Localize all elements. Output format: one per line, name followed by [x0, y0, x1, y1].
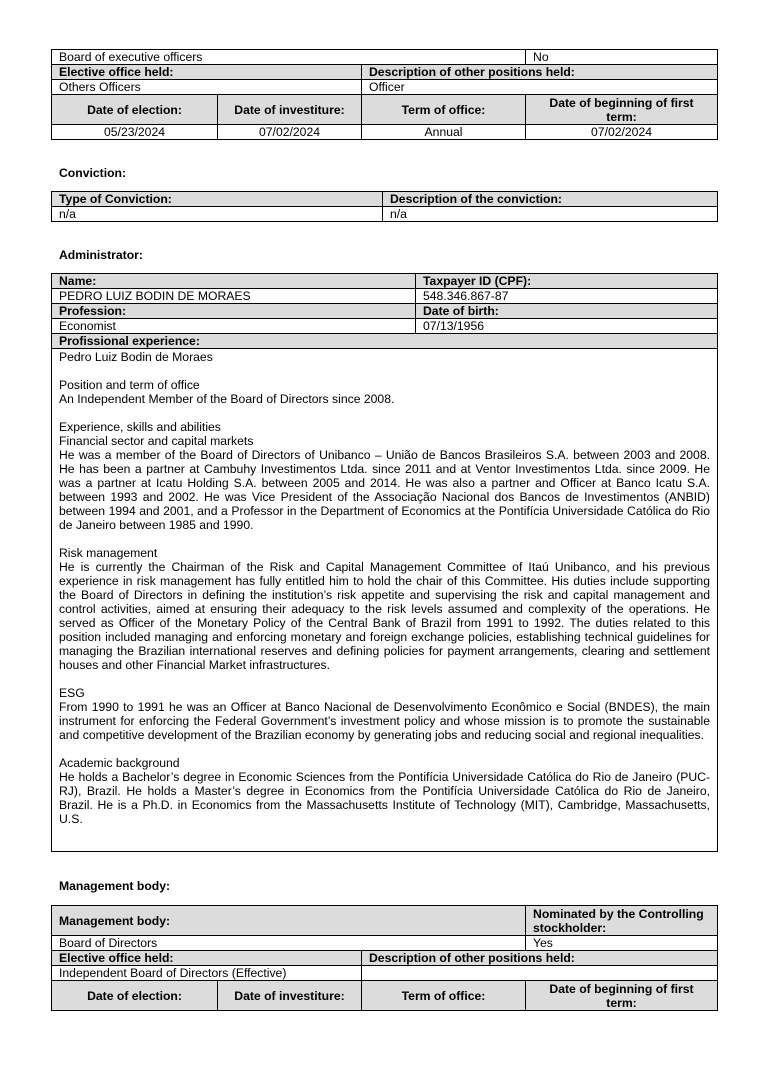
elective-office-label: Elective office held:: [52, 65, 362, 80]
date-first-term-value: 07/02/2024: [526, 125, 718, 140]
term-office-label-2: Term of office:: [362, 981, 526, 1011]
description-other-value-2: [362, 966, 718, 981]
description-other-label: Description of other positions held:: [362, 65, 718, 80]
date-investiture-label-2: Date of investiture:: [218, 981, 362, 1011]
risk-text: He is currently the Chairman of the Risk and Capital Management Committee of Itaú Unibanco, and his previous experience in risk management has fully entitled him to hold the chair of this Committee. His duties include supporting the Board of Directors in defining the institution’s risk appetite and supervising the risk and capital management and control activities, aimed at ensuring their adequacy to the risk levels assumed and complexity of the operations. He served as Officer of the Monetary Policy of the Central Bank of Brazil from 1991 to 1992. The duties related to this position included managing and enforcing monetary and foreign exchange policies, establishing technical guidelines for managing the Brazilian international reserves and defining policies for payment arrangements, clearing and settlement houses and other Financial Market infrastructures.: [59, 560, 710, 672]
name-value: PEDRO LUIZ BODIN DE MORAES: [52, 289, 416, 304]
financial-heading: Financial sector and capital markets: [59, 434, 254, 448]
nominated-value: No: [526, 50, 718, 65]
skills-heading: Experience, skills and abilities: [59, 420, 221, 434]
nominated-value-2: Yes: [526, 936, 718, 951]
description-other-value: Officer: [362, 80, 718, 95]
elective-office-value-2: Independent Board of Directors (Effective): [52, 966, 362, 981]
dob-label: Date of birth:: [416, 304, 718, 319]
management-body-table-1: [51, 49, 718, 140]
elective-office-value: Others Officers: [52, 80, 362, 95]
cpf-value: 548.346.867-87: [416, 289, 718, 304]
management-body-value: Board of executive officers: [52, 50, 526, 65]
date-first-term-label-2: Date of beginning of first term:: [526, 981, 718, 1011]
administrator-table: [51, 273, 718, 852]
profession-label: Profession:: [52, 304, 416, 319]
professional-experience-text: [52, 349, 718, 852]
profession-value: Economist: [52, 319, 416, 334]
date-first-term-label: Date of beginning of first term:: [526, 95, 718, 125]
academic-text: He holds a Bachelor’s degree in Economic Sciences from the Pontifícia Universidade Católica do Rio de Janeiro (PUC-RJ), Brazil. He holds a Master’s degree in Economics from the Pontifícia Universidade Católica do Rio de Janeiro, Brazil. He is a Ph.D. in Economics from the Massachusetts Institute of Technology (MIT), Cambridge, Massachusetts, U.S.: [59, 770, 710, 826]
exp-name: Pedro Luiz Bodin de Moraes: [59, 350, 213, 364]
name-label: Name:: [52, 274, 416, 289]
management-heading: Management body:: [59, 879, 171, 893]
position-text: An Independent Member of the Board of Directors since 2008.: [59, 392, 395, 406]
conviction-type-value: n/a: [52, 207, 383, 222]
dob-value: 07/13/1956: [416, 319, 718, 334]
esg-heading: ESG: [59, 686, 85, 700]
conviction-heading: Conviction:: [59, 166, 127, 180]
risk-heading: Risk management: [59, 546, 158, 560]
position-heading: Position and term of office: [59, 378, 200, 392]
term-office-label: Term of office:: [362, 95, 526, 125]
management-body-label: Management body:: [52, 906, 526, 936]
date-investiture-label: Date of investiture:: [218, 95, 362, 125]
management-body-value-2: Board of Directors: [52, 936, 526, 951]
esg-text: From 1990 to 1991 he was an Officer at Banco Nacional de Desenvolvimento Econômico e Social (BNDES), the main instrument for enforcing the Federal Government’s investment policy and whose mission is to promote the sustainable and competitive development of the Brazilian economy by generating jobs and reducing social and regional inequalities.: [59, 700, 710, 742]
term-office-value: Annual: [362, 125, 526, 140]
financial-text: He was a member of the Board of Directors of Unibanco – União de Bancos Brasileiros S.A. between 2003 and 2008. He has been a partner at Cambuhy Investimentos Ltda. since 2011 and at Ventor Investimentos Ltda. since 2009. He was a partner at Icatu Holding S.A. between 2005 and 2014. He was also a partner and Officer at Banco Icatu S.A. between 1993 and 2002. He was Vice President of the Associação Nacional dos Bancos de Investimentos (ANBID) between 1994 and 2001, and a Professor in the Department of Economics at the Pontifícia Universidade Católica do Rio de Janeiro between 1985 and 1990.: [59, 448, 710, 532]
conviction-description-label: Description of the conviction:: [383, 192, 718, 207]
management-body-table-2: [51, 905, 718, 1011]
date-election-label-2: Date of election:: [52, 981, 218, 1011]
date-election-label: Date of election:: [52, 95, 218, 125]
nominated-label: Nominated by the Controlling stockholder:: [526, 906, 718, 936]
academic-heading: Academic background: [59, 756, 180, 770]
date-election-value: 05/23/2024: [52, 125, 218, 140]
conviction-description-value: n/a: [383, 207, 718, 222]
description-other-label-2: Description of other positions held:: [362, 951, 718, 966]
conviction-type-label: Type of Conviction:: [52, 192, 383, 207]
conviction-table: [51, 191, 718, 222]
experience-label: Profissional experience:: [52, 334, 718, 349]
cpf-label: Taxpayer ID (CPF):: [416, 274, 718, 289]
elective-office-label-2: Elective office held:: [52, 951, 362, 966]
administrator-heading: Administrator:: [59, 248, 143, 262]
date-investiture-value: 07/02/2024: [218, 125, 362, 140]
